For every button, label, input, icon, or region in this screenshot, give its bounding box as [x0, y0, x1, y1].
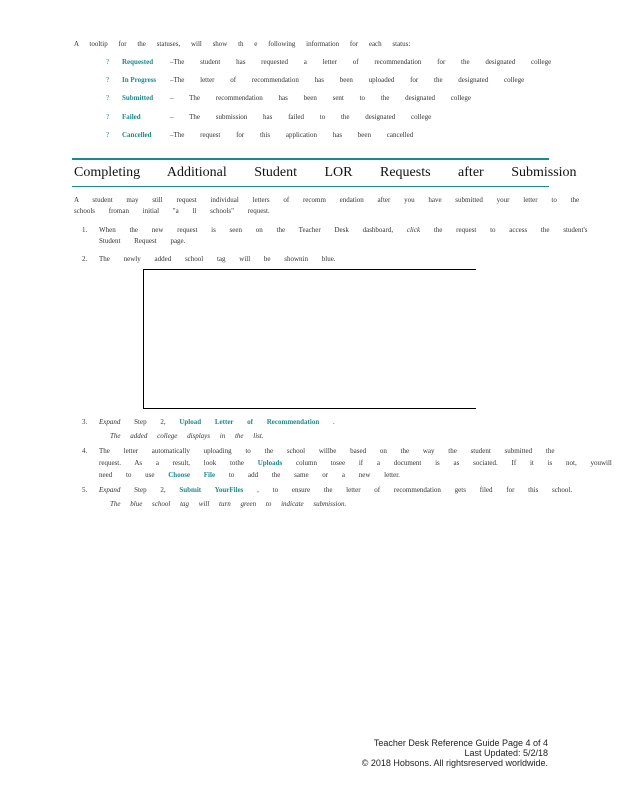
step-5 [82, 486, 572, 494]
step-3 [82, 418, 335, 426]
step-2 [82, 255, 336, 263]
step-link-text: Upload Letter of Recommendation [179, 418, 320, 426]
status-desc: –The student has requested a letter of recommendation for the designated college [170, 58, 552, 66]
step-1 [82, 226, 587, 234]
step-number: 1. [82, 226, 88, 234]
step-text-italic: Expand [99, 418, 121, 426]
step-number: 2. [82, 255, 88, 263]
bullet-icon: ? [106, 113, 110, 121]
bullet-icon: ? [106, 76, 110, 84]
step-text-italic: Expand [99, 486, 121, 494]
status-term: Cancelled [122, 131, 152, 139]
bullet-icon: ? [106, 94, 110, 102]
step-text: request. As a result, look tothe [99, 459, 244, 467]
step-4 [82, 447, 554, 455]
status-desc: – The recommendation has been sent to the designated college [170, 94, 472, 102]
step-text: Step 2, [134, 418, 166, 426]
step-text: column tosee if a document is as sociated. If it is not, youwill [295, 459, 612, 467]
step-text-italic: click [406, 226, 421, 234]
status-item-requested [106, 58, 551, 66]
status-item-failed [106, 113, 431, 121]
status-desc: –The request for this application has been cancelled [170, 131, 414, 139]
status-term: Failed [122, 113, 141, 121]
step-number: 4. [82, 447, 88, 455]
step-text: . [332, 418, 335, 426]
status-term: Requested [122, 58, 154, 66]
step-link-text: Submit YourFiles [179, 486, 244, 494]
step-text: The newly added school tag will be shownin blue. [99, 255, 336, 263]
step-number: 3. [82, 418, 88, 426]
step-text: When the new request is seen on the Teacher Desk dashboard, [99, 226, 394, 234]
section-paragraph-line2: schools froman initial "a ll schools" request. [74, 207, 270, 215]
step-link-text: Choose File [168, 471, 216, 479]
section-heading: Completing Additional Student LOR Requests after Submission [72, 158, 549, 187]
status-term: Submitted [122, 94, 154, 102]
intro-text: A tooltip for the statuses, will show th e following information for each status: [74, 40, 411, 48]
screenshot-figure [143, 269, 476, 409]
status-term: In Progress [122, 76, 157, 84]
status-item-in-progress [106, 76, 524, 84]
step-3-note: The added college displays in the list. [110, 432, 264, 440]
footer-last-updated: Last Updated: 5/2/18 [464, 748, 548, 758]
step-text: to add the same or a new letter. [228, 471, 400, 479]
step-1-line2: Student Request page. [99, 237, 186, 245]
step-text: , to ensure the letter of recommendation gets filed for this school. [257, 486, 573, 494]
status-item-submitted [106, 94, 471, 102]
step-5-note: The blue school tag will turn green to indicate submission. [110, 500, 347, 508]
bullet-icon: ? [106, 58, 110, 66]
step-4-line2 [99, 459, 612, 467]
bullet-icon: ? [106, 131, 110, 139]
footer-copyright: © 2018 Hobsons. All rightsreserved worldwide. [361, 758, 548, 768]
status-desc: –The letter of recommendation has been uploaded for the designated college [170, 76, 525, 84]
step-text: the request to access the student's [433, 226, 588, 234]
status-desc: – The submission has failed to the designated college [170, 113, 432, 121]
footer-guide-title: Teacher Desk Reference Guide Page 4 of 4 [373, 738, 548, 748]
step-link-text: Uploads [257, 459, 283, 467]
step-text: Step 2, [134, 486, 166, 494]
step-number: 5. [82, 486, 88, 494]
status-item-cancelled [106, 131, 413, 139]
section-paragraph-line1: A student may still request individual letters of recomm endation after you have submitted your letter to the [74, 196, 580, 204]
step-text: The letter automatically uploading to the school willbe based on the way the student submitted the [99, 447, 555, 455]
step-text: need to use [99, 471, 155, 479]
step-4-line3 [99, 471, 400, 479]
